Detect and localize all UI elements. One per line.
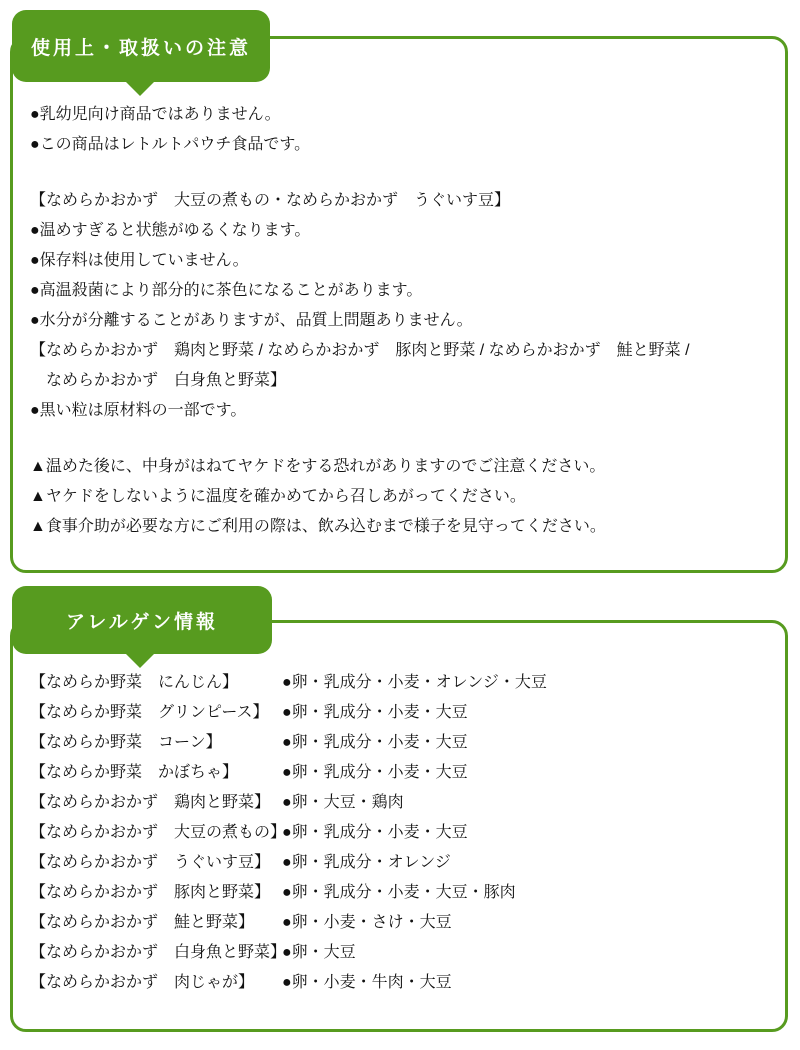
tab-pointer-icon (124, 80, 156, 96)
allergen-row (30, 848, 780, 878)
allergen-row (30, 908, 780, 938)
allergen-row (30, 728, 780, 758)
note-line: ●この商品はレトルトパウチ食品です。 (30, 136, 311, 153)
note-line: ●高温殺菌により部分的に茶色になることがあります。 (30, 282, 423, 299)
allergen-list: ●卵・乳成分・小麦・大豆・豚肉 (282, 884, 516, 901)
product-name: 【なめらかおかず 肉じゃが】 (30, 974, 255, 991)
note-line: ●黒い粒は原材料の一部です。 (30, 402, 247, 419)
product-name: 【なめらかおかず うぐいす豆】 (30, 854, 271, 871)
allergen-list: ●卵・乳成分・小麦・オレンジ・大豆 (282, 674, 547, 691)
usage-notes-title: 使用上・取扱いの注意 (30, 37, 251, 59)
note-line: 【なめらかおかず 大豆の煮もの・なめらかおかず うぐいす豆】 (30, 192, 511, 209)
allergen-list: ●卵・大豆・鶏肉 (282, 794, 404, 811)
allergen-list: ●卵・小麦・牛肉・大豆 (282, 974, 452, 991)
note-line: ●温めすぎると状態がゆるくなります。 (30, 222, 311, 239)
usage-notes-tab (12, 10, 270, 82)
note-line: ▲ヤケドをしないように温度を確かめてから召しあがってください。 (30, 488, 526, 505)
allergen-list: ●卵・乳成分・小麦・大豆 (282, 734, 468, 751)
note-line: ●乳幼児向け商品ではありません。 (30, 106, 281, 123)
allergen-list: ●卵・乳成分・小麦・大豆 (282, 764, 468, 781)
allergen-row (30, 698, 780, 728)
allergen-row (30, 818, 780, 848)
allergen-row (30, 878, 780, 908)
note-line: ▲温めた後に、中身がはねてヤケドをする恐れがありますのでご注意ください。 (30, 458, 606, 475)
allergen-info-tab (12, 586, 272, 654)
allergen-list: ●卵・小麦・さけ・大豆 (282, 914, 452, 931)
allergen-row (30, 758, 780, 788)
allergen-list: ●卵・乳成分・オレンジ (282, 854, 451, 871)
product-name: 【なめらか野菜 かぼちゃ】 (30, 764, 239, 781)
product-name: 【なめらか野菜 コーン】 (30, 734, 222, 751)
usage-notes-content (30, 100, 780, 542)
allergen-row (30, 938, 780, 968)
product-name: 【なめらかおかず 鶏肉と野菜】 (30, 794, 271, 811)
product-name: 【なめらかおかず 白身魚と野菜】 (30, 944, 287, 961)
note-line: ●水分が分離することがありますが、品質上問題ありません。 (30, 312, 473, 329)
allergen-table (30, 668, 780, 998)
note-line: ▲食事介助が必要な方にご利用の際は、飲み込むまで様子を見守ってください。 (30, 518, 606, 535)
product-name: 【なめらかおかず 大豆の煮もの】 (30, 824, 287, 841)
allergen-list: ●卵・乳成分・小麦・大豆 (282, 704, 468, 721)
allergen-info-title: アレルゲン情報 (65, 611, 218, 633)
note-line: ●保存料は使用していません。 (30, 252, 249, 269)
note-line-spacer (30, 160, 780, 186)
product-name: 【なめらかおかず 鮭と野菜】 (30, 914, 255, 931)
allergen-list: ●卵・乳成分・小麦・大豆 (282, 824, 468, 841)
product-name: 【なめらか野菜 グリンピース】 (30, 704, 269, 721)
tab-pointer-icon (124, 652, 156, 668)
allergen-row (30, 788, 780, 818)
product-name: 【なめらかおかず 豚肉と野菜】 (30, 884, 271, 901)
allergen-row (30, 968, 780, 998)
allergen-list: ●卵・大豆 (282, 944, 356, 961)
note-line: なめらかおかず 白身魚と野菜】 (30, 372, 287, 389)
product-name: 【なめらか野菜 にんじん】 (30, 674, 239, 691)
allergen-row (30, 668, 780, 698)
note-line-spacer (30, 426, 780, 452)
note-line: 【なめらかおかず 鶏肉と野菜 / なめらかおかず 豚肉と野菜 / なめらかおかず 鮭と野菜 / (30, 342, 690, 359)
